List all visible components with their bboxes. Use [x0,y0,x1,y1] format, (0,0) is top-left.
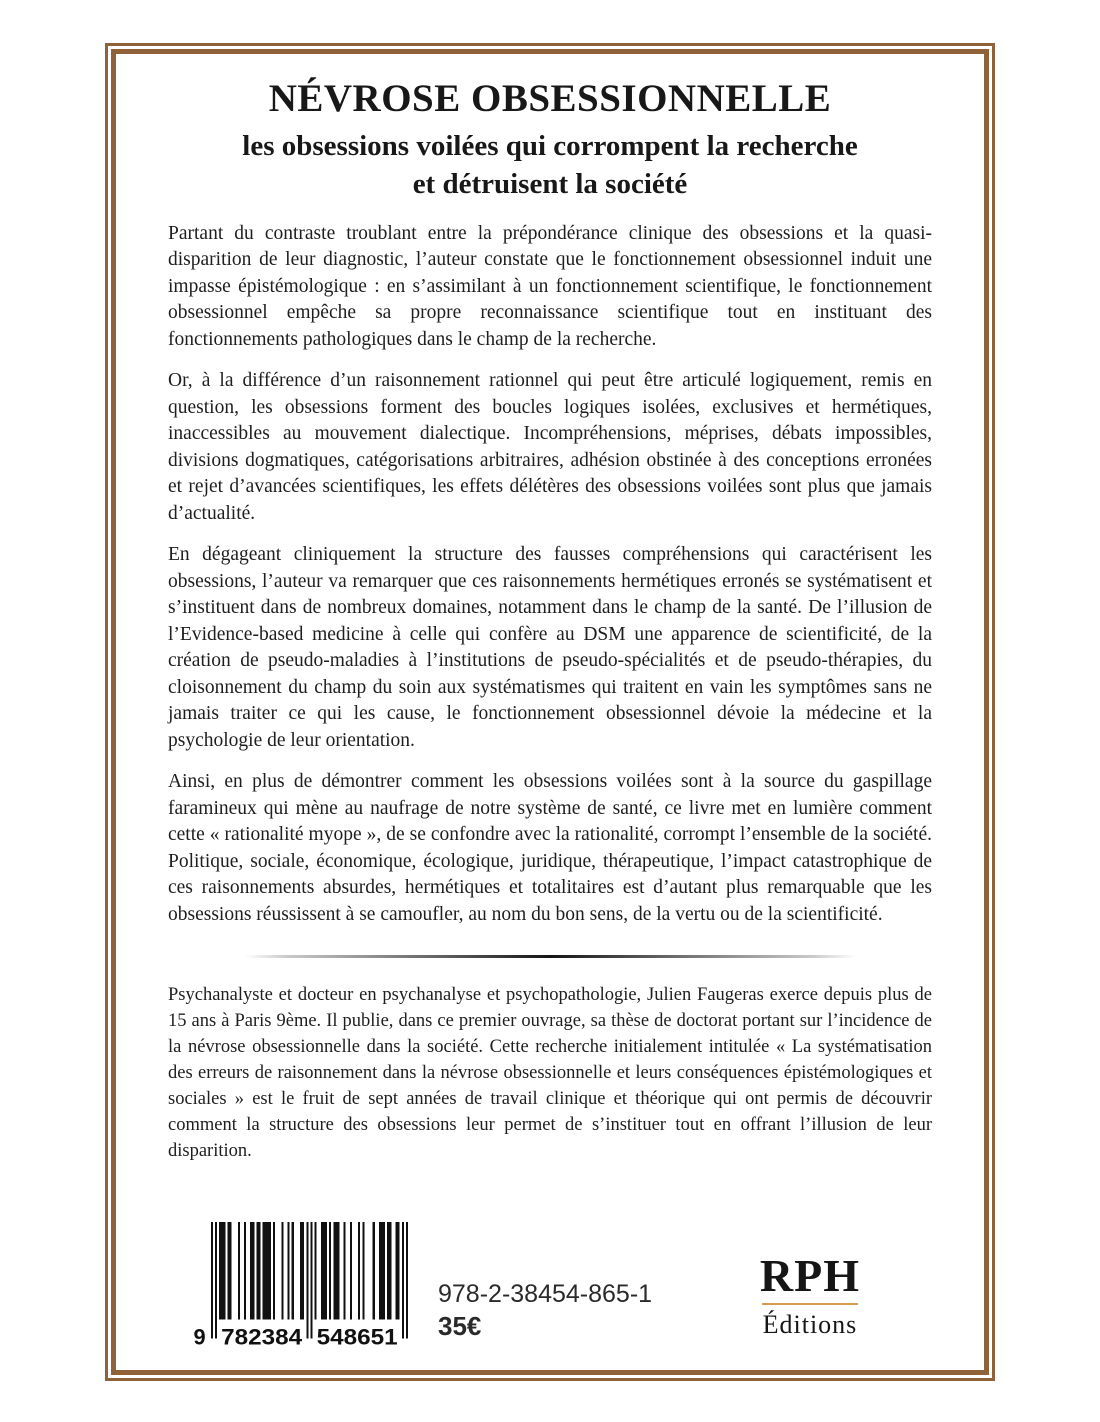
barcode-svg [190,1222,408,1351]
synopsis-paragraph: Partant du contraste troublant entre la prépondérance clinique des obsessions et la quasi-disparition de leur diagnostic, l’auteur constate que le fonctionnement obsessionnel induit une impasse épistémologique : en s’assimilant à un fonctionnement scientifique, le fonctionnement obsessionnel empêche sa propre reconnaissance scientifique tout en instituant des fonctionnements pathologiques dans le champ de la recherche. [168,222,932,350]
isbn-block [438,1278,652,1342]
synopsis-paragraph: En dégageant cliniquement la structure des fausses compréhensions qui caractérisent les obsessions, l’auteur va remarquer que ces raisonnements hermétiques erronés se systématisent et s’instituent dans de nombreux domaines, notamment dans le champ de la santé. De l’illusion de l’Evidence-based medicine à celle qui confère au DSM une apparence de scientificité, de la création de pseudo-maladies à l’institutions de pseudo-spécialités et de pseudo-thérapies, du cloisonnement du champ du soin aux systématismes qui traitent en vain les symptômes sans ne jamais traiter ce qui les cause, le fonctionnement obsessionnel dévoie la médecine et la psychologie de leur orientation. [168,544,932,751]
cover-frame-inner [111,49,989,1375]
publisher-logo [759,1250,860,1340]
publisher-name: RPH [759,1250,860,1301]
svg-text:548651: 548651 [316,1324,398,1350]
svg-text:9: 9 [193,1324,206,1350]
page-title: NÉVROSE OBSESSIONNELLE [268,77,832,120]
footer [168,1222,932,1362]
svg-text:782384: 782384 [221,1324,303,1350]
publisher-underline [762,1303,858,1305]
subtitle-line-2: et détruisent la société [412,167,688,200]
synopsis-paragraph: Or, à la différence d’un raisonnement rationnel qui peut être articulé logiquement, remis en question, les obsessions forment des boucles logiques isolées, exclusives et hermétiques, inaccessibles au mouvement dialectique. Incompréhensions, méprises, débats impossibles, divisions dogmatiques, catégorisations arbitraires, adhésion obstinée à des conceptions erronées et rejet d’avancées scientifiques, les effets délétères des obsessions voilées sont plus que jamais d’actualité. [168,370,932,524]
barcode [190,1222,408,1356]
price-text: 35€ [438,1311,482,1341]
synopsis [168,221,932,944]
publisher-tagline: Éditions [762,1310,858,1339]
synopsis-paragraph: Ainsi, en plus de démontrer comment les obsessions voilées sont à la source du gaspillage faramineux qui mène au naufrage de notre système de santé, ce livre met en lumière comment cette « rationalité myope », de se confondre avec la rationalité, corrompt l’ensemble de la société. Politique, sociale, économique, écologique, juridique, thérapeutique, l’impact catastrophique de ces raisonnements absurdes, hermétiques et totalitaires est d’autant plus remarquable que les obsessions réussissent à se camoufler, au nom du bon sens, de la vertu ou de la scientificité. [168,771,932,925]
cover-frame-outer [105,43,995,1381]
cover-content [116,54,984,1370]
isbn-text: 978-2-38454-865-1 [438,1280,653,1308]
subtitle-line-1: les obsessions voilées qui corrompent la recherche [242,129,858,162]
author-bio: Psychanalyste et docteur en psychanalyse et psychopathologie, Julien Faugeras exerce depuis plus de 15 ans à Paris 9ème. Il publie, dans ce premier ouvrage, sa thèse de doctorat portant sur l’incidence de la névrose obsessionnelle dans la société. Cette recherche initialement intitulée « La systématisation des erreurs de raisonnement dans la névrose obsessionnelle et leurs conséquences épistémologiques et sociales » est le fruit de sept années de travail clinique et théorique qui ont permis de découvrir comment la structure des obsessions leur permet de s’instituer tout en offrant l’illusion de leur disparition. [168,985,932,1162]
title-block [168,78,932,203]
section-divider [244,955,855,958]
